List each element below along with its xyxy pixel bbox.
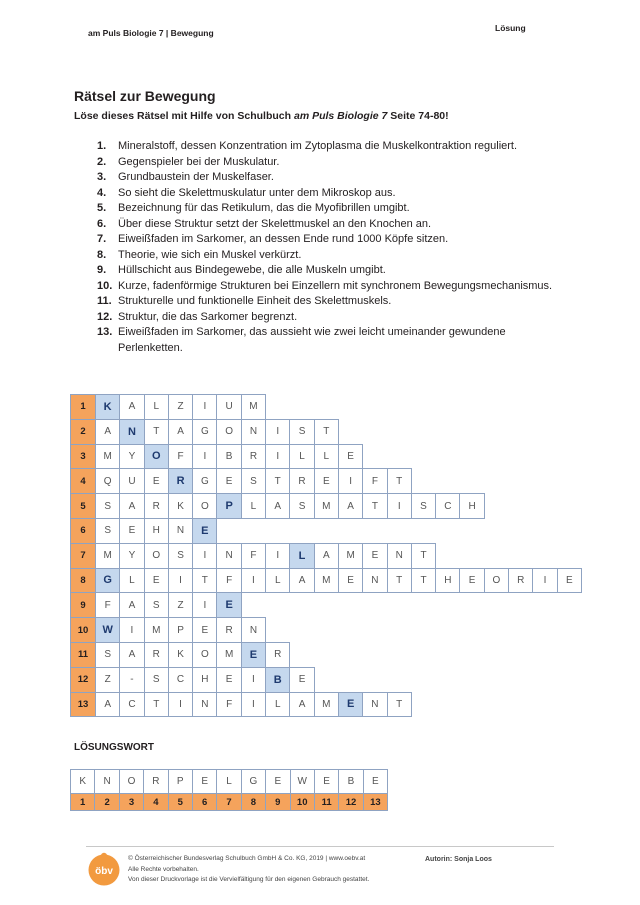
letter-cell: F xyxy=(241,543,266,569)
crossword-row-5 xyxy=(70,493,582,518)
letter-cell: A xyxy=(314,543,339,569)
letter-cell: P xyxy=(168,617,193,643)
solution-word-number: 4 xyxy=(143,793,168,811)
crossword-row-9 xyxy=(70,592,582,617)
letter-cell: O xyxy=(192,493,217,519)
clue-item xyxy=(97,201,563,217)
solution-word-number: 10 xyxy=(290,793,315,811)
footer-copyright: © Österreichischer Bundesverlag Schulbuch GmbH & Co. KG, 2019 | www.oebv.at xyxy=(128,855,366,862)
clue-text: Eiweißfaden im Sarkomer, das aussieht wie zwei leicht umeinander gewundene Perlenketten. xyxy=(118,326,506,354)
letter-cell: T xyxy=(144,692,169,718)
letter-cell: A xyxy=(289,692,314,718)
letter-cell: H xyxy=(435,568,460,594)
letter-cell: R xyxy=(144,642,169,668)
crossword-row-1 xyxy=(70,394,582,419)
letter-cell: I xyxy=(241,568,266,594)
letter-cell: E xyxy=(338,444,363,470)
solution-letter-cell: E xyxy=(192,518,217,544)
letter-cell: I xyxy=(265,444,290,470)
letter-cell: N xyxy=(241,617,266,643)
letter-cell: M xyxy=(314,692,339,718)
footer-rights: Alle Rechte vorbehalten. xyxy=(128,865,199,873)
solution-letter-cell: E xyxy=(241,642,266,668)
letter-cell: E xyxy=(338,568,363,594)
solution-word-number: 11 xyxy=(314,793,339,811)
letter-cell: T xyxy=(387,692,412,718)
letter-cell: I xyxy=(192,592,217,618)
letter-cell: M xyxy=(314,568,339,594)
crossword-row-13 xyxy=(70,692,582,717)
solution-word-letter: R xyxy=(143,769,168,794)
letter-cell: N xyxy=(216,543,241,569)
clue-text: Struktur, die das Sarkomer begrenzt. xyxy=(118,310,298,323)
letter-cell: A xyxy=(119,394,144,420)
clue-text: Bezeichnung für das Retikulum, das die Myofibrillen umgibt. xyxy=(118,202,410,214)
letter-cell: E xyxy=(459,568,484,594)
letter-cell: A xyxy=(289,568,314,594)
clue-text: So sieht die Skelettmuskulatur unter dem Mikroskop aus. xyxy=(118,186,396,199)
letter-cell: E xyxy=(192,617,217,643)
letter-cell: R xyxy=(265,642,290,668)
clue-number-cell: 12 xyxy=(70,667,96,693)
solution-word-letter: P xyxy=(168,769,193,794)
clue-text: Grundbaustein der Muskelfaser. xyxy=(118,171,274,183)
letter-cell: S xyxy=(144,592,169,618)
clue-list xyxy=(97,139,563,356)
letter-cell: S xyxy=(95,518,120,544)
letter-cell: A xyxy=(265,493,290,519)
letter-cell: F xyxy=(95,592,120,618)
clue-number-cell: 1 xyxy=(70,394,96,420)
clue-number-cell: 7 xyxy=(70,543,96,569)
clue-text: Mineralstoff, dessen Konzentration im Zytoplasma die Muskelkontraktion reguliert. xyxy=(118,140,518,152)
solution-word-letter: E xyxy=(314,769,339,794)
letter-cell: I xyxy=(192,394,217,420)
solution-numbers-row xyxy=(70,793,388,811)
letter-cell: I xyxy=(265,419,290,445)
letter-cell: T xyxy=(362,493,387,519)
letter-cell: C xyxy=(435,493,460,519)
letter-cell: M xyxy=(241,394,266,420)
clue-text: Eiweißfaden im Sarkomer, an dessen Ende rund 1000 Köpfe sitzen. xyxy=(118,233,449,245)
footer-divider xyxy=(86,846,554,847)
letter-cell: S xyxy=(168,543,193,569)
letter-cell: T xyxy=(387,468,412,494)
clue-number-cell: 10 xyxy=(70,617,96,643)
clue-text: Kurze, fadenförmige Strukturen bei Einzellern mit synchronem Bewegungsmechanismus. xyxy=(118,279,553,292)
letter-cell: I xyxy=(532,568,557,594)
letter-cell: M xyxy=(95,444,120,470)
letter-cell: L xyxy=(265,692,290,718)
clue-number-cell: 3 xyxy=(70,444,96,470)
letter-cell: A xyxy=(119,592,144,618)
solution-word-number: 12 xyxy=(338,793,363,811)
letter-cell: S xyxy=(289,419,314,445)
letter-cell: N xyxy=(241,419,266,445)
letter-cell: E xyxy=(144,468,169,494)
crossword-row-12 xyxy=(70,667,582,692)
letter-cell: H xyxy=(144,518,169,544)
letter-cell: C xyxy=(119,692,144,718)
letter-cell: R xyxy=(508,568,533,594)
letter-cell: M xyxy=(95,543,120,569)
page-title: Rätsel zur Bewegung xyxy=(74,88,216,104)
clue-number-cell: 11 xyxy=(70,642,96,668)
letter-cell: E xyxy=(289,667,314,693)
letter-cell: N xyxy=(362,692,387,718)
solution-letters-row xyxy=(70,769,388,794)
letter-cell: E xyxy=(216,667,241,693)
clue-number: 3. xyxy=(97,171,107,183)
letter-cell: H xyxy=(192,667,217,693)
letter-cell: T xyxy=(411,543,436,569)
solution-letter-cell: W xyxy=(95,617,120,643)
letter-cell: U xyxy=(119,468,144,494)
letter-cell: I xyxy=(387,493,412,519)
letter-cell: F xyxy=(362,468,387,494)
clue-number: 9. xyxy=(97,264,107,276)
solution-letter-cell: K xyxy=(95,394,120,420)
letter-cell: N xyxy=(168,518,193,544)
letter-cell: O xyxy=(216,419,241,445)
letter-cell: S xyxy=(144,667,169,693)
crossword-row-10 xyxy=(70,617,582,642)
clue-number-cell: 2 xyxy=(70,419,96,445)
letter-cell: I xyxy=(338,468,363,494)
letter-cell: M xyxy=(338,543,363,569)
clue-item xyxy=(97,325,563,356)
clue-number-cell: 5 xyxy=(70,493,96,519)
letter-cell: T xyxy=(265,468,290,494)
letter-cell: F xyxy=(168,444,193,470)
clue-item xyxy=(97,186,563,202)
letter-cell: E xyxy=(216,468,241,494)
letter-cell: Z xyxy=(95,667,120,693)
logo-head-shape xyxy=(101,853,107,859)
instruction-text-after: Seite 74-80! xyxy=(387,110,449,122)
footer-author: Autorin: Sonja Loos xyxy=(425,856,492,863)
letter-cell: M xyxy=(314,493,339,519)
clue-number-cell: 9 xyxy=(70,592,96,618)
solution-word-letter: E xyxy=(363,769,388,794)
solution-letter-cell: N xyxy=(119,419,144,445)
solution-word-number: 9 xyxy=(265,793,290,811)
letter-cell: O xyxy=(192,642,217,668)
logo-lettering: öbv xyxy=(95,866,113,877)
crossword-row-7 xyxy=(70,543,582,568)
letter-cell: F xyxy=(216,692,241,718)
clue-number: 11. xyxy=(97,295,112,307)
solution-word-letter: K xyxy=(70,769,95,794)
solution-word-letter: N xyxy=(94,769,119,794)
letter-cell: L xyxy=(265,568,290,594)
solution-letter-cell: R xyxy=(168,468,193,494)
solution-word-number: 13 xyxy=(363,793,388,811)
solution-letter-cell: E xyxy=(216,592,241,618)
letter-cell: I xyxy=(192,543,217,569)
crossword-row-2 xyxy=(70,419,582,444)
letter-cell: O xyxy=(484,568,509,594)
letter-cell: T xyxy=(387,568,412,594)
solution-word-letter: L xyxy=(216,769,241,794)
solution-word-number: 8 xyxy=(241,793,266,811)
instruction-text-before: Löse dieses Rätsel mit Hilfe von Schulbuch xyxy=(74,110,294,122)
letter-cell: A xyxy=(95,692,120,718)
letter-cell: E xyxy=(144,568,169,594)
clue-number: 1. xyxy=(97,140,107,152)
letter-cell: M xyxy=(144,617,169,643)
letter-cell: K xyxy=(168,642,193,668)
letter-cell: - xyxy=(119,667,144,693)
clue-number: 2. xyxy=(97,155,107,168)
solution-word-letter: G xyxy=(241,769,266,794)
clue-number: 10. xyxy=(97,279,113,292)
solution-letter-cell: O xyxy=(144,444,169,470)
letter-cell: N xyxy=(362,568,387,594)
letter-cell: E xyxy=(314,468,339,494)
letter-cell: A xyxy=(338,493,363,519)
letter-cell: L xyxy=(314,444,339,470)
letter-cell: Q xyxy=(95,468,120,494)
crossword-grid xyxy=(70,394,582,716)
letter-cell: S xyxy=(241,468,266,494)
letter-cell: Y xyxy=(119,543,144,569)
clue-number: 8. xyxy=(97,248,107,261)
instruction-book-title: am Puls Biologie 7 xyxy=(293,110,388,122)
solution-letter-cell: P xyxy=(216,493,241,519)
solution-word-number: 6 xyxy=(192,793,217,811)
letter-cell: R xyxy=(144,493,169,519)
letter-cell: L xyxy=(119,568,144,594)
solution-word-letter: B xyxy=(338,769,363,794)
solution-word-number: 2 xyxy=(94,793,119,811)
clue-text: Theorie, wie sich ein Muskel verkürzt. xyxy=(118,248,302,261)
letter-cell: H xyxy=(459,493,484,519)
clue-number: 7. xyxy=(97,233,107,245)
solution-letter-cell: B xyxy=(265,667,290,693)
letter-cell: R xyxy=(241,444,266,470)
letter-cell: S xyxy=(95,493,120,519)
letter-cell: N xyxy=(387,543,412,569)
solution-word-number: 7 xyxy=(216,793,241,811)
letter-cell: T xyxy=(192,568,217,594)
crossword-row-6 xyxy=(70,518,582,543)
letter-cell: G xyxy=(192,468,217,494)
header-book-title: am Puls Biologie 7 | Bewegung xyxy=(88,28,214,38)
letter-cell: E xyxy=(557,568,582,594)
letter-cell: I xyxy=(168,692,193,718)
crossword-row-11 xyxy=(70,642,582,667)
letter-cell: E xyxy=(119,518,144,544)
letter-cell: K xyxy=(168,493,193,519)
clue-number: 4. xyxy=(97,186,107,199)
solution-word-letter: E xyxy=(265,769,290,794)
letter-cell: S xyxy=(95,642,120,668)
solution-heading: LÖSUNGSWORT xyxy=(74,742,154,753)
clue-text: Strukturelle und funktionelle Einheit des Skelettmuskels. xyxy=(118,295,392,307)
crossword-row-4 xyxy=(70,468,582,493)
header-solution-label: Lösung xyxy=(495,23,526,33)
clue-number-cell: 8 xyxy=(70,568,96,594)
publisher-logo xyxy=(86,851,122,887)
clue-item xyxy=(97,279,563,295)
letter-cell: A xyxy=(168,419,193,445)
letter-cell: R xyxy=(289,468,314,494)
clue-text: Hüllschicht aus Bindegewebe, die alle Muskeln umgibt. xyxy=(118,264,386,276)
letter-cell: I xyxy=(241,692,266,718)
letter-cell: E xyxy=(362,543,387,569)
letter-cell: N xyxy=(192,692,217,718)
letter-cell: L xyxy=(289,444,314,470)
clue-item xyxy=(97,248,563,264)
crossword-row-3 xyxy=(70,444,582,469)
clue-item xyxy=(97,294,563,310)
clue-item xyxy=(97,155,563,171)
letter-cell: L xyxy=(144,394,169,420)
letter-cell: I xyxy=(168,568,193,594)
letter-cell: S xyxy=(411,493,436,519)
clue-number-cell: 6 xyxy=(70,518,96,544)
clue-number: 5. xyxy=(97,202,107,214)
letter-cell: I xyxy=(192,444,217,470)
letter-cell: R xyxy=(216,617,241,643)
clue-item xyxy=(97,232,563,248)
letter-cell: S xyxy=(289,493,314,519)
letter-cell: G xyxy=(192,419,217,445)
clue-text: Über diese Struktur setzt der Skelettmuskel an den Knochen an. xyxy=(118,217,432,230)
letter-cell: T xyxy=(144,419,169,445)
clue-number-cell: 13 xyxy=(70,692,96,718)
solution-word-number: 5 xyxy=(168,793,193,811)
crossword-row-8 xyxy=(70,568,582,593)
solution-letter-cell: E xyxy=(338,692,363,718)
letter-cell: Y xyxy=(119,444,144,470)
clue-number-cell: 4 xyxy=(70,468,96,494)
footer-legal xyxy=(128,854,369,886)
letter-cell: A xyxy=(95,419,120,445)
letter-cell: F xyxy=(216,568,241,594)
letter-cell: M xyxy=(216,642,241,668)
solution-word-number: 3 xyxy=(119,793,144,811)
solution-letter-cell: G xyxy=(95,568,120,594)
solution-word-letter: E xyxy=(192,769,217,794)
clue-item xyxy=(97,139,563,155)
solution-word-letter: W xyxy=(290,769,315,794)
letter-cell: A xyxy=(119,493,144,519)
solution-word-number: 1 xyxy=(70,793,95,811)
letter-cell: U xyxy=(216,394,241,420)
clue-item xyxy=(97,263,563,279)
letter-cell: T xyxy=(314,419,339,445)
letter-cell: I xyxy=(119,617,144,643)
clue-number: 6. xyxy=(97,217,107,230)
clue-number: 12. xyxy=(97,310,113,323)
letter-cell: Z xyxy=(168,592,193,618)
solution-grid xyxy=(70,769,388,811)
clue-item xyxy=(97,310,563,326)
clue-number: 13. xyxy=(97,326,113,338)
clue-text: Gegenspieler bei der Muskulatur. xyxy=(118,155,280,168)
letter-cell: O xyxy=(144,543,169,569)
letter-cell: Z xyxy=(168,394,193,420)
footer-note: Von dieser Druckvorlage ist die Vervielfältigung für den eigenen Gebrauch gestattet. xyxy=(128,876,370,883)
letter-cell: L xyxy=(241,493,266,519)
letter-cell: I xyxy=(241,667,266,693)
solution-letter-cell: L xyxy=(289,543,314,569)
letter-cell: B xyxy=(216,444,241,470)
clue-item xyxy=(97,217,563,233)
letter-cell: A xyxy=(119,642,144,668)
clue-item xyxy=(97,170,563,186)
letter-cell: I xyxy=(265,543,290,569)
solution-word-letter: O xyxy=(119,769,144,794)
letter-cell: C xyxy=(168,667,193,693)
instruction xyxy=(74,110,449,122)
letter-cell: T xyxy=(411,568,436,594)
